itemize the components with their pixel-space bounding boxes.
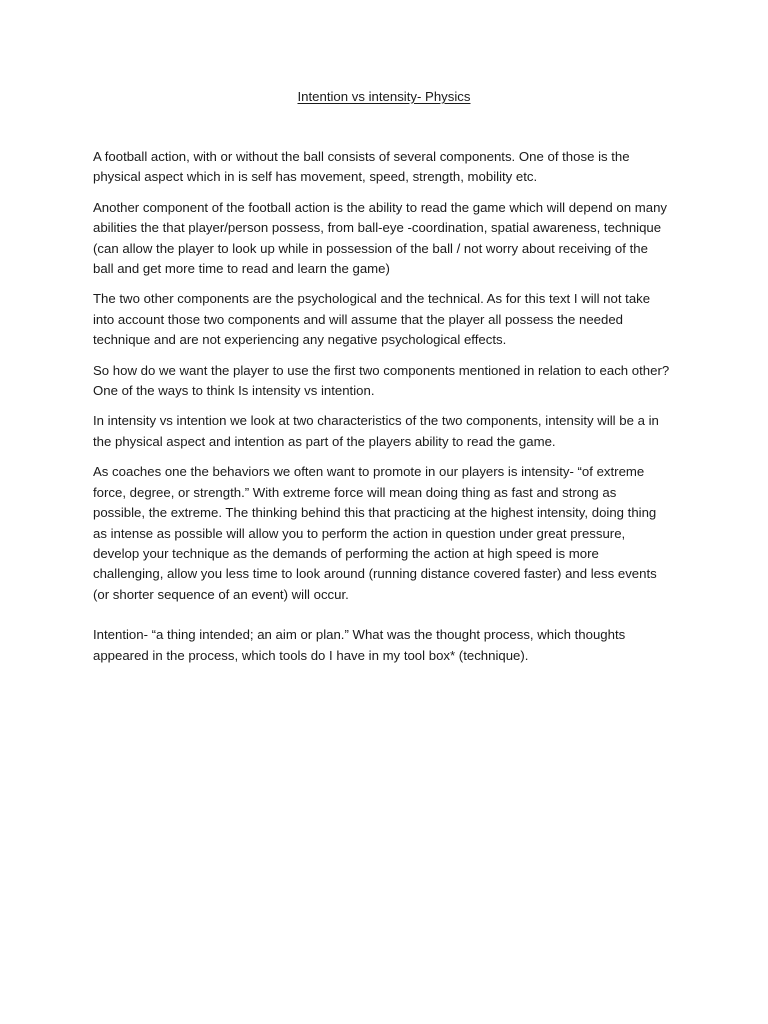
paragraph-characteristics: In intensity vs intention we look at two characteristics of the two components, intensity will be a in the physical aspect and intention as part of the players ability to read the game.: [93, 413, 659, 449]
paragraph-question: So how do we want the player to use the first two components mentioned in relation to each other? One of the ways to think Is intensity vs intention.: [93, 362, 670, 399]
paragraph-read-the-game: Another component of the football action is the ability to read the game which will depend on many abilities the that player/person possess, from ball-eye -coordination, spatial awareness, technique (can allow the player to look up while in possession of the ball / not worry about receiving of the ball and get more time to read and learn the game): [93, 199, 668, 277]
document-body: [93, 147, 671, 676]
paragraph-intensity: As coaches one the behaviors we often want to promote in our players is intensity- “of extreme force, degree, or strength.” With extreme force will mean doing thing as fast and strong as possible, the extreme. The thinking behind this that practicing at the highest intensity, doing thing as intense as possible will allow you to perform the action in question under great pressure, develop your technique as the demands of performing the action at high speed is more challenging, allow you less time to look around (running distance covered faster) and less events (or shorter sequence of an event) will occur.: [93, 464, 657, 602]
paragraph-other-components: The two other components are the psychological and the technical. As for this text I will not take into account those two components and will assume that the player all possess the needed technique and are not experiencing any negative psychological effects.: [93, 291, 651, 348]
paragraph-components: A football action, with or without the ball consists of several components. One of those is the physical aspect which in is self has movement, speed, strength, mobility etc.: [93, 149, 630, 185]
document-title: Intention vs intensity- Physics: [297, 89, 471, 104]
paragraph-intention: Intention- “a thing intended; an aim or plan.” What was the thought process, which thoughts appeared in the process, which tools do I have in my tool box* (technique).: [93, 627, 626, 663]
